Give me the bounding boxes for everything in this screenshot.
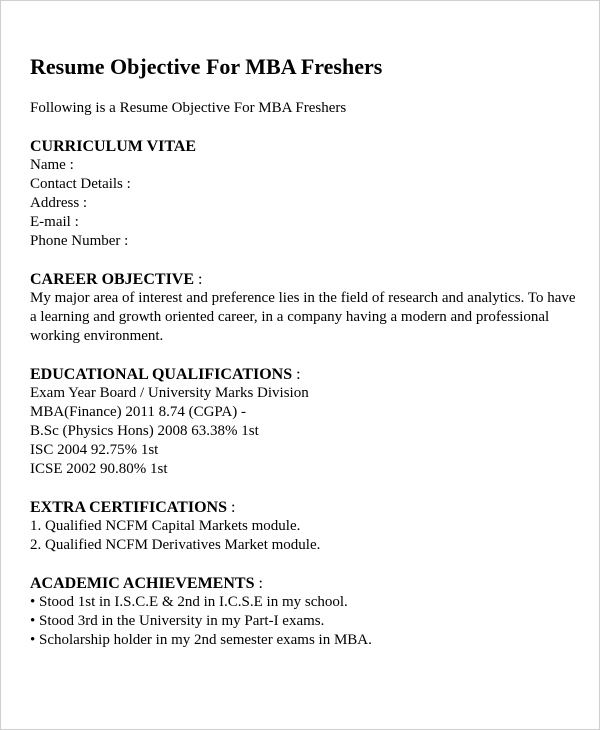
extra-certifications-section <box>30 498 580 555</box>
cv-field-phone-number: Phone Number : <box>30 233 129 249</box>
heading-colon: : <box>226 499 236 516</box>
career-objective-text: My major area of interest and preference lies in the field of research and analytics. To have a learning and growth oriented career, in a company having a modern and professional working environment. <box>30 290 576 344</box>
education-row-bsc: B.Sc (Physics Hons) 2008 63.38% 1st <box>30 423 259 439</box>
achievement-item: • Stood 1st in I.S.C.E & 2nd in I.C.S.E in my school. <box>30 594 348 610</box>
section-heading-text: CURRICULUM VITAE <box>30 138 197 155</box>
cv-field-address: Address : <box>30 195 88 211</box>
curriculum-vitae-section <box>30 137 580 251</box>
education-row-isc: ISC 2004 92.75% 1st <box>30 442 159 458</box>
career-objective-heading <box>30 270 580 289</box>
certification-item: 1. Qualified NCFM Capital Markets module. <box>30 518 301 534</box>
achievement-item: • Stood 3rd in the University in my Part-I exams. <box>30 613 325 629</box>
educational-qualifications-heading <box>30 365 580 384</box>
cv-field-contact-details: Contact Details : <box>30 176 131 192</box>
section-heading-text: EDUCATIONAL QUALIFICATIONS <box>30 366 293 383</box>
page-title: Resume Objective For MBA Freshers <box>30 54 383 79</box>
education-row-icse: ICSE 2002 90.80% 1st <box>30 461 168 477</box>
education-table-header: Exam Year Board / University Marks Division <box>30 385 309 401</box>
section-heading-text: ACADEMIC ACHIEVEMENTS <box>30 575 255 592</box>
page-subtitle: Following is a Resume Objective For MBA Freshers <box>30 100 347 116</box>
cv-field-name: Name : <box>30 157 74 173</box>
achievement-item: • Scholarship holder in my 2nd semester exams in MBA. <box>30 632 372 648</box>
certification-item: 2. Qualified NCFM Derivatives Market module. <box>30 537 321 553</box>
educational-qualifications-section <box>30 365 580 479</box>
section-heading-text: EXTRA CERTIFICATIONS <box>30 499 227 516</box>
heading-colon: : <box>254 575 263 592</box>
cv-field-email: E-mail : <box>30 214 79 230</box>
education-row-mba: MBA(Finance) 2011 8.74 (CGPA) - <box>30 404 246 420</box>
extra-certifications-heading <box>30 498 580 517</box>
heading-colon: : <box>292 366 301 383</box>
curriculum-vitae-heading <box>30 137 580 156</box>
section-heading-text: CAREER OBJECTIVE <box>30 271 195 288</box>
career-objective-section <box>30 270 580 346</box>
heading-colon: : <box>194 271 203 288</box>
academic-achievements-heading <box>30 574 580 593</box>
academic-achievements-section <box>30 574 580 650</box>
